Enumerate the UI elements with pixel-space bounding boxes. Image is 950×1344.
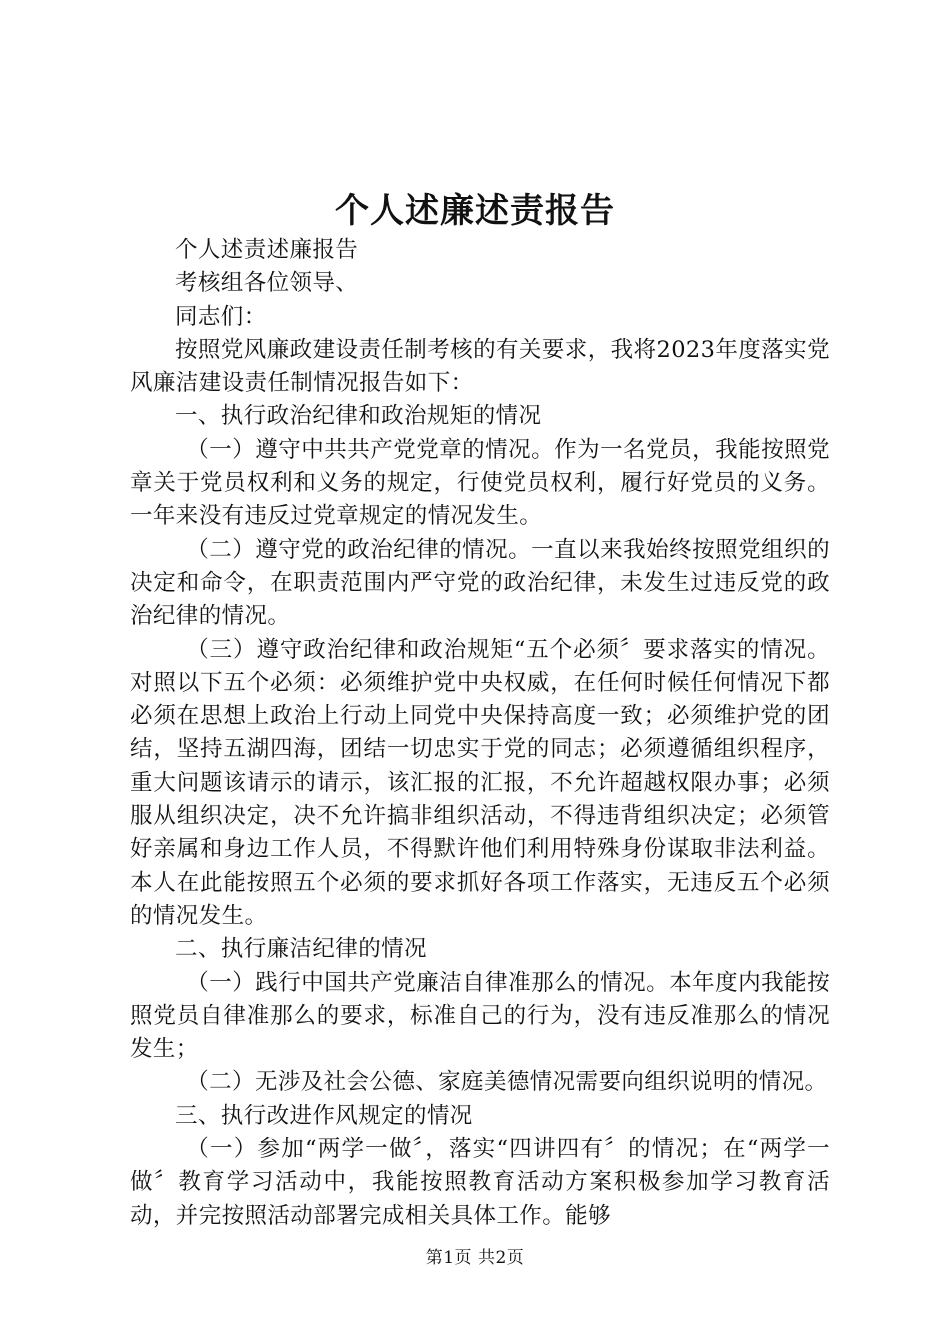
section-1-item-2: （二）遵守党的政治纪律的情况。一直以来我始终按照党组织的决定和命令，在职责范围内严守党的政治纪律，未发生过违反党的政治纪律的情况。 xyxy=(130,536,830,630)
section-3-item-1: （一）参加“两学一做〞，落实“四讲四有〞的情况；在“两学一做〞教育学习活动中，我能按照教育活动方案积极参加学习教育活动，并完按照活动部署完成相关具体工作。能够 xyxy=(130,1136,830,1229)
page-title: 个人述廉述责报告 xyxy=(335,191,615,231)
salutation-line-2: 同志们： xyxy=(175,303,267,330)
section-2-item-1: （一）践行中国共产党廉洁自律准那么的情况。本年度内我能按照党员自律准那么的要求，标准自己的行为，没有违反准那么的情况发生； xyxy=(130,969,830,1063)
section-1-item-3: （三）遵守政治纪律和政治规矩“五个必须〞要求落实的情况。对照以下五个必须：必须维护党中央权威，在任何时候任何情况下都必须在思想上政治上行动上同党中央保持高度一致；必须维护党的团结，坚持五湖四海，团结一切忠实于党的同志；必须遵循组织程序，重大问题该请示的请示，该汇报的汇报，不允许超越权限办事；必须服从组织决定，决不允许搞非组织活动，不得违背组织决定；必须管好亲属和身边工作人员，不得默许他们利用特殊身份谋取非法利益。本人在此能按照五个必须的要求抓好各项工作落实，无违反五个必须的情况发生。 xyxy=(130,636,830,929)
heading-subtitle: 个人述责述廉报告 xyxy=(175,237,359,263)
salutation-line-1: 考核组各位领导、 xyxy=(175,270,359,297)
section-heading-3: 三、执行改进作风规定的情况 xyxy=(175,1102,473,1129)
page-number: 第1页 共2页 xyxy=(425,1248,525,1268)
section-1-item-1: （一）遵守中共共产党党章的情况。作为一名党员，我能按照党章关于党员权利和义务的规定，行使党员权利，履行好党员的义务。一年来没有违反过党章规定的情况发生。 xyxy=(130,436,830,530)
section-heading-2: 二、执行廉洁纪律的情况 xyxy=(175,936,427,963)
section-2-item-2: （二）无涉及社会公德、家庭美德情况需要向组织说明的情况。 xyxy=(186,1069,828,1096)
section-heading-1: 一、执行政治纪律和政治规矩的情况 xyxy=(175,403,542,430)
intro-paragraph: 按照党风廉政建设责任制考核的有关要求，我将2023年度落实党风廉洁建设责任制情况报告如下： xyxy=(130,336,830,397)
document-body xyxy=(130,234,830,1233)
